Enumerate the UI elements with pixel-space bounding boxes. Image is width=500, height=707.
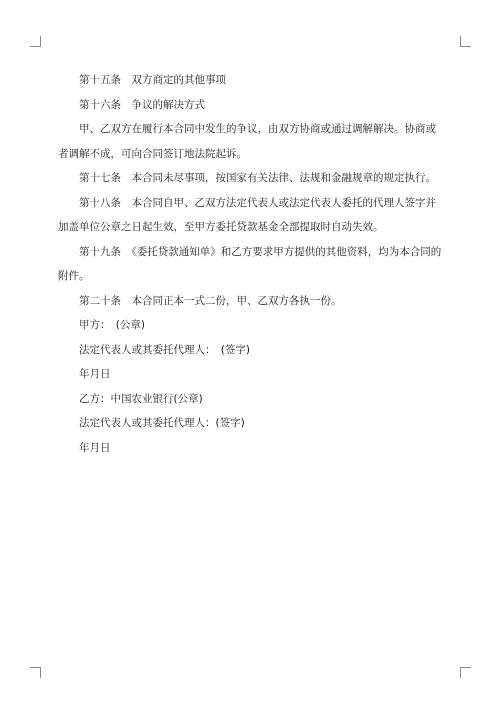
party-b-date-line: 年月日 [79, 441, 111, 454]
party-a-representative-line: 法定代表人或其委托代理人： (签字) [79, 343, 250, 356]
article-19-paragraph: 第十九条 《委托贷款通知单》和乙方要求甲方提供的其他资料，均为本合同的附件。 [58, 245, 442, 282]
article-16-heading: 第十六条 争议的解决方式 [79, 98, 205, 111]
article-15-heading: 第十五条 双方商定的其他事项 [79, 74, 226, 86]
article-20-paragraph: 第二十条 本合同正本一式二份，甲、乙双方各执一份。 [79, 294, 342, 307]
article-17-paragraph: 第十七条 本合同未尽事项，按国家有关法律、法规和金融规章的规定执行。 [79, 172, 436, 184]
party-b-representative-line: 法定代表人或其委托代理人：(签字) [79, 417, 245, 429]
dispute-resolution-paragraph: 甲、乙双方在履行本合同中发生的争议，由双方协商或通过调解解决。协商或者调解不成，可向合同签订地法院起诉。 [58, 123, 436, 160]
document-body [58, 68, 443, 460]
party-a-line: 甲方： (公章) [79, 319, 145, 331]
article-18-paragraph: 第十八条 本合同自甲、乙双方法定代表人或法定代表人委托的代理人签字并加盖单位公章之日起生效，至甲方委托贷款基金全部提取时自动失效。 [58, 196, 436, 233]
party-b-line: 乙方：中国农业银行(公章) [79, 392, 203, 405]
crop-mark-bottom-left [30, 667, 41, 678]
crop-mark-top-left [30, 36, 41, 47]
party-a-date-line: 年月日 [79, 368, 111, 380]
crop-mark-top-right [460, 36, 471, 47]
crop-mark-bottom-right [460, 667, 471, 678]
